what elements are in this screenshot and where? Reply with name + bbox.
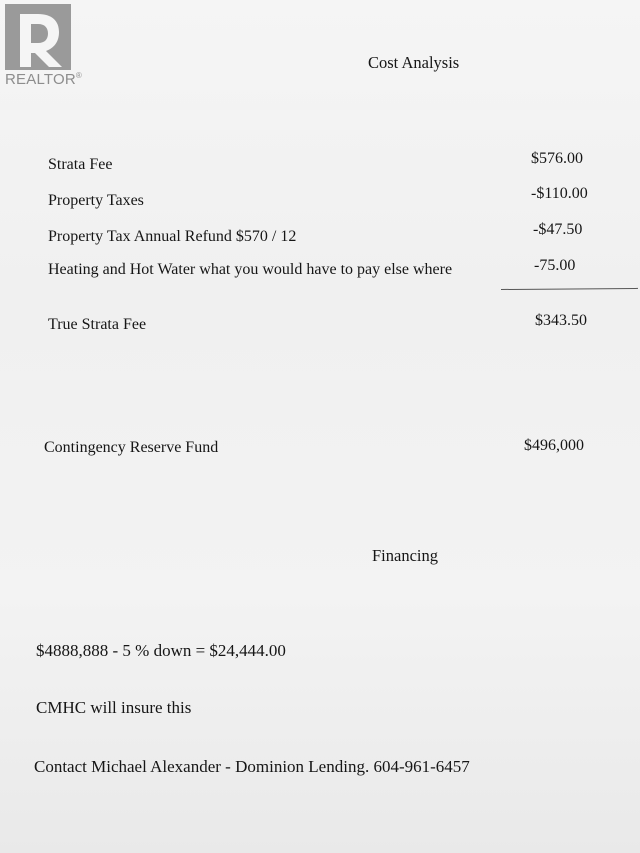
cmhc-insurance-note: CMHC will insure this — [36, 698, 192, 717]
contingency-reserve-label: Contingency Reserve Fund — [44, 439, 219, 456]
property-tax-refund-label: Property Tax Annual Refund $570 / 12 — [48, 228, 297, 245]
registered-mark: ® — [75, 71, 82, 80]
strata-fee-label: Strata Fee — [48, 156, 113, 173]
heating-hot-water-value: -75.00 — [534, 257, 576, 274]
realtor-wordmark-text: REALTOR — [5, 71, 76, 88]
heating-hot-water-label: Heating and Hot Water what you would have to pay else where — [48, 261, 453, 278]
true-strata-fee-label: True Strata Fee — [48, 316, 147, 333]
realtor-r-glyph — [5, 4, 71, 70]
property-tax-refund-value: -$47.50 — [533, 221, 583, 238]
cost-analysis-title: Cost Analysis — [368, 53, 460, 72]
strata-fee-value: $576.00 — [531, 150, 583, 167]
financing-heading: Financing — [372, 546, 438, 565]
down-payment-calculation: $4888,888 - 5 % down = $24,444.00 — [36, 641, 286, 660]
property-taxes-value: -$110.00 — [531, 185, 588, 202]
contingency-reserve-value: $496,000 — [524, 437, 584, 454]
property-taxes-label: Property Taxes — [48, 192, 144, 209]
realtor-logo — [4, 3, 82, 89]
contact-line: Contact Michael Alexander - Dominion Lending. 604-961-6457 — [34, 757, 470, 776]
true-strata-fee-value: $343.50 — [535, 312, 587, 329]
realtor-wordmark — [5, 71, 82, 88]
realtor-r-icon — [5, 4, 71, 70]
total-divider — [501, 288, 638, 290]
